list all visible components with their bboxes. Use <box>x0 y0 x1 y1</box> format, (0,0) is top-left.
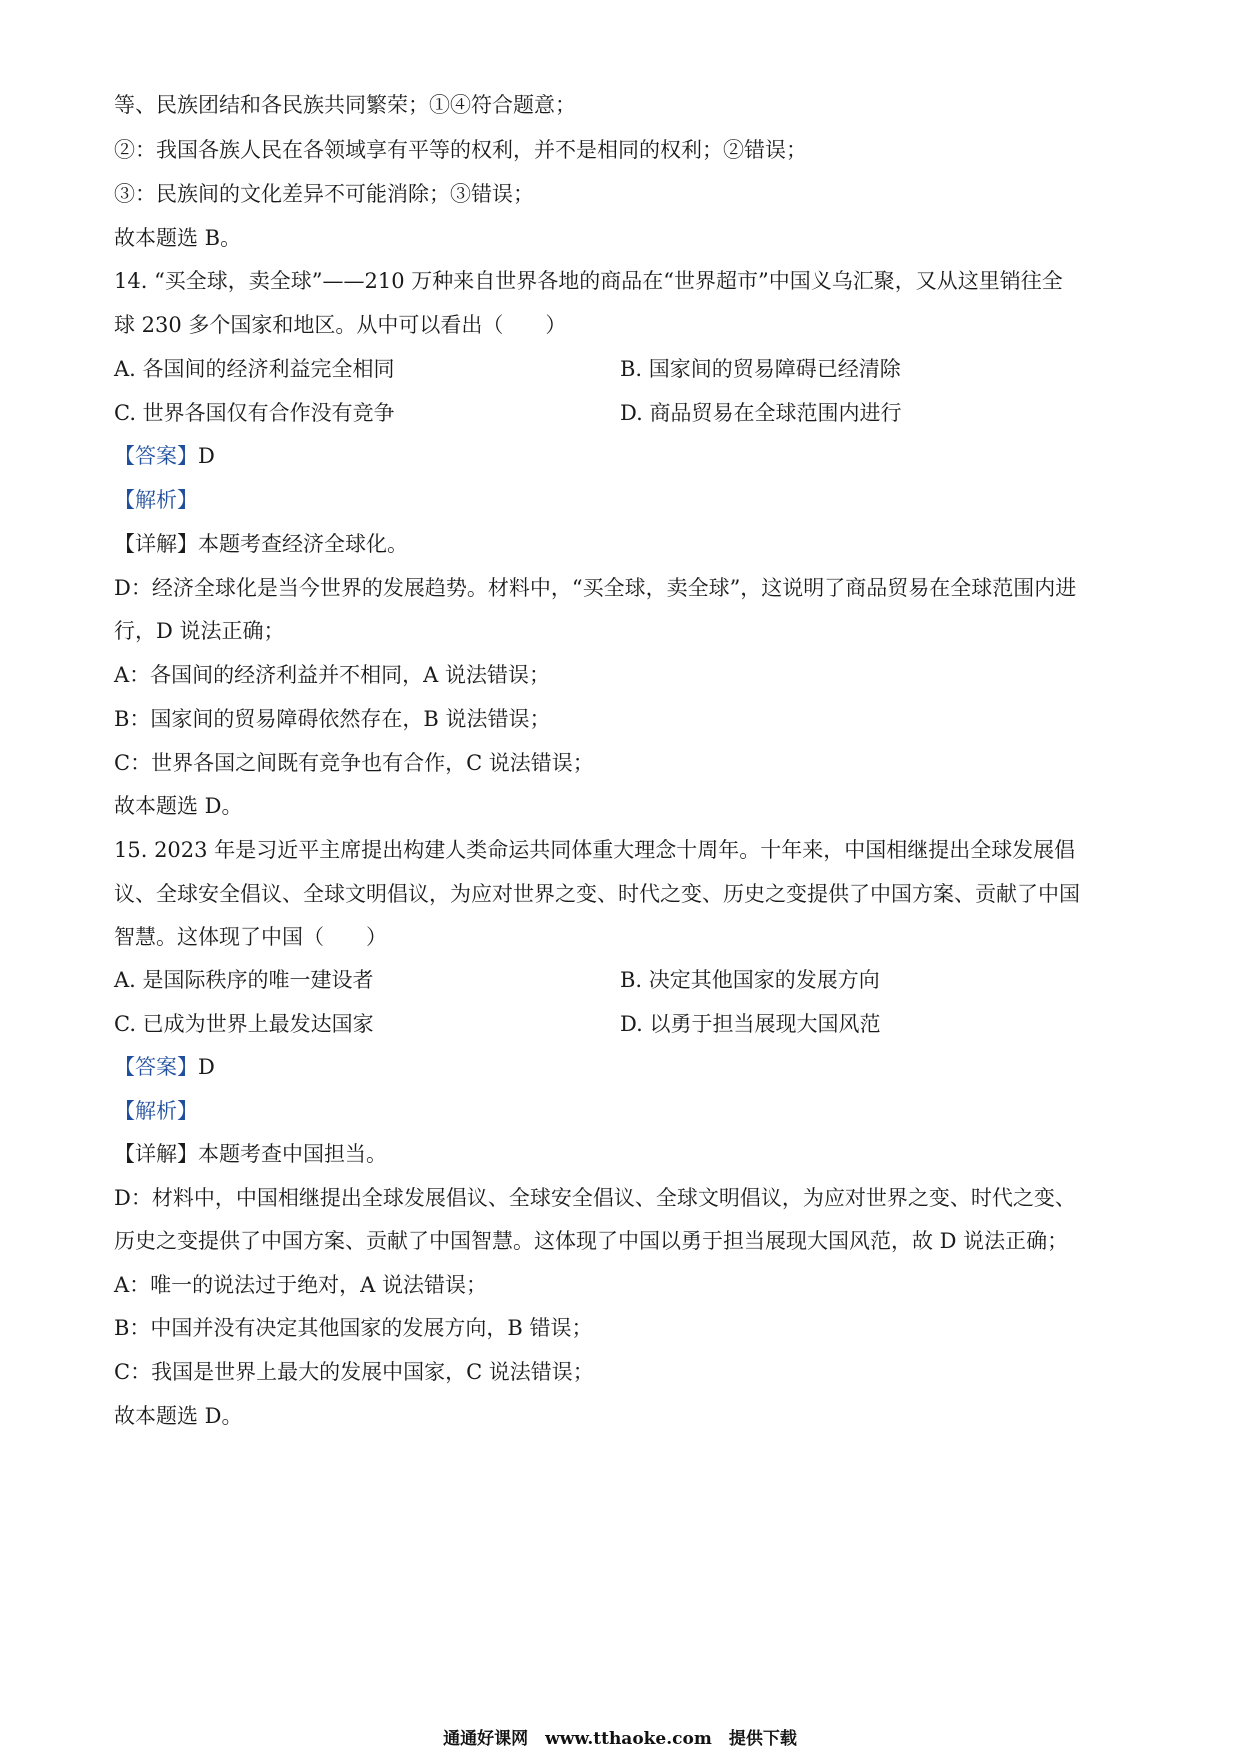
answer-tag: 【答案】 <box>114 1055 198 1079</box>
q14-stem: 球 230 多个国家和地区。从中可以看出（ ） <box>114 313 567 337</box>
q15-explanation: A：唯一的说法过于绝对，A 说法错误； <box>114 1273 488 1297</box>
q14-analysis-tag: 【解析】 <box>114 488 198 512</box>
answer-value: D <box>198 444 215 468</box>
q14-explanation: C：世界各国之间既有竞争也有合作，C 说法错误； <box>114 751 594 775</box>
text-line: ③：民族间的文化差异不可能消除；③错误； <box>114 182 534 206</box>
q15-explanation: B：中国并没有决定其他国家的发展方向，B 错误； <box>114 1316 593 1340</box>
q15-analysis-tag: 【解析】 <box>114 1099 198 1123</box>
q14-explanation: B：国家间的贸易障碍依然存在，B 说法错误； <box>114 707 551 731</box>
q15-option-c: C. 已成为世界上最发达国家 <box>114 1012 374 1036</box>
q14-detail: 【详解】本题考查经济全球化。 <box>114 532 408 556</box>
q14-explanation: 行，D 说法正确； <box>114 619 285 643</box>
q15-stem: 15. 2023 年是习近平主席提出构建人类命运共同体重大理念十周年。十年来，中国相继提出全球发展倡 <box>114 838 1076 862</box>
q15-option-a: A. 是国际秩序的唯一建设者 <box>114 968 374 992</box>
q14-option-b: B. 国家间的贸易障碍已经清除 <box>620 357 901 381</box>
q15-answer <box>114 1053 215 1081</box>
q15-explanation: D：材料中，中国相继提出全球发展倡议、全球安全倡议、全球文明倡议，为应对世界之变、时代之变、 <box>114 1186 1076 1210</box>
text-line: 等、民族团结和各民族共同繁荣；①④符合题意； <box>114 93 576 117</box>
q14-conclusion: 故本题选 D。 <box>114 794 243 818</box>
q14-option-c: C. 世界各国仅有合作没有竞争 <box>114 401 395 425</box>
q15-explanation: 历史之变提供了中国方案、贡献了中国智慧。这体现了中国以勇于担当展现大国风范，故 D 说法正确； <box>114 1229 1069 1253</box>
text-line: 故本题选 B。 <box>114 226 242 250</box>
q15-stem: 议、全球安全倡议、全球文明倡议，为应对世界之变、时代之变、历史之变提供了中国方案、贡献了中国 <box>114 882 1080 906</box>
q15-option-d: D. 以勇于担当展现大国风范 <box>620 1012 881 1036</box>
q14-explanation: D：经济全球化是当今世界的发展趋势。材料中，“买全球，卖全球”，这说明了商品贸易在全球范围内进 <box>114 576 1077 600</box>
q14-stem: 14. “买全球，卖全球”——210 万种来自世界各地的商品在“世界超市”中国义乌汇聚，又从这里销往全 <box>114 269 1063 293</box>
q15-option-b: B. 决定其他国家的发展方向 <box>620 968 880 992</box>
answer-value: D <box>198 1055 215 1079</box>
q15-detail: 【详解】本题考查中国担当。 <box>114 1142 387 1166</box>
answer-tag: 【答案】 <box>114 444 198 468</box>
q15-stem: 智慧。这体现了中国（ ） <box>114 925 387 949</box>
page-footer: 通通好课网 www.tthaoke.com 提供下载 <box>443 1729 797 1749</box>
q15-conclusion: 故本题选 D。 <box>114 1404 243 1428</box>
q14-option-d: D. 商品贸易在全球范围内进行 <box>620 401 902 425</box>
q14-answer <box>114 442 215 470</box>
q14-explanation: A：各国间的经济利益并不相同，A 说法错误； <box>114 663 551 687</box>
q15-explanation: C：我国是世界上最大的发展中国家，C 说法错误； <box>114 1360 594 1384</box>
q14-option-a: A. 各国间的经济利益完全相同 <box>114 357 395 381</box>
text-line: ②：我国各族人民在各领域享有平等的权利，并不是相同的权利；②错误； <box>114 138 807 162</box>
